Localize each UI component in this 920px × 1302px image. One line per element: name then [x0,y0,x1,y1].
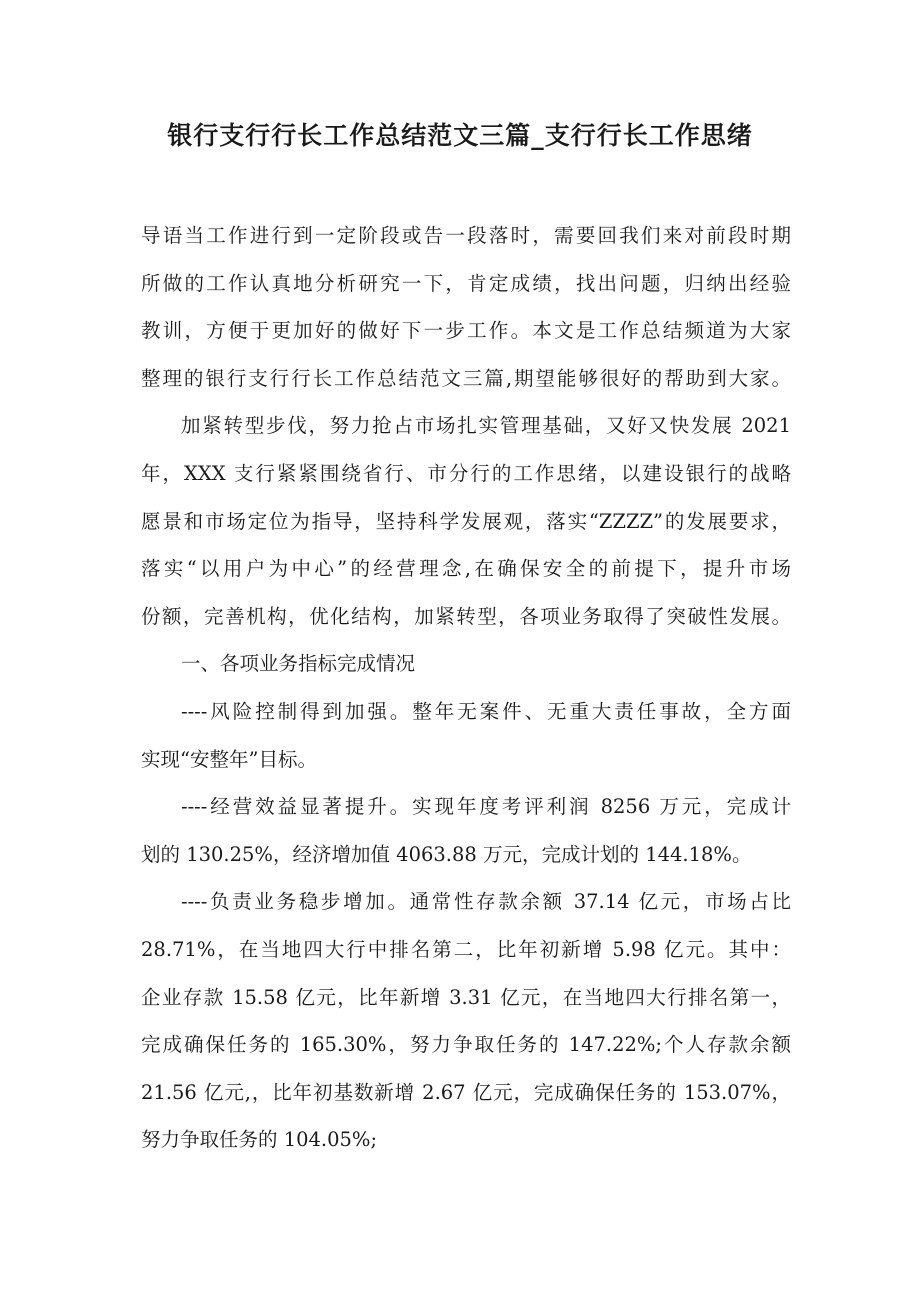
text-line: 导语当工作进行到一定阶段或告一段落时，需要回我们来对前段时期 [141,224,791,247]
text-line: 实现“安整年”目标。 [141,747,317,771]
text-line: 所做的工作认真地分析研究一下，肯定成绩，找出问题，归纳出经验 [141,271,791,295]
text-line: ----风险控制得到加强。整年无案件、无重大责任事故，全方面 [181,699,791,723]
text-line: 努力争取任务的 104.05%; [141,1128,378,1152]
text-line: ----负责业务稳步增加。通常性存款余额 37.14 亿元，市场占比 [181,890,791,914]
text-line: 28.71%，在当地四大行中排名第二，比年初新增 5.98 亿元。其中： [141,937,791,961]
text-line: ----经营效益显著提升。实现年度考评利润 8256 万元，完成计 [181,795,791,819]
text-line: 一、各项业务指标完成情况 [181,652,416,676]
text-line: 21.56 亿元,，比年初基数新增 2.67 亿元，完成确保任务的 153.07%， [141,1080,791,1104]
text-line: 份额，完善机构，优化结构，加紧转型，各项业务取得了突破性发展。 [141,604,791,628]
text-line: 落实“以用户为中心”的经营理念,在确保安全的前提下，提升市场 [141,557,791,581]
text-line: 企业存款 15.58 亿元，比年新增 3.31 亿元，在当地四大行排名第一， [141,985,791,1009]
text-line: 整理的银行支行行长工作总结范文三篇,期望能够很好的帮助到大家。 [141,366,791,390]
text-line: 完成确保任务的 165.30%，努力争取任务的 147.22%;个人存款余额 [141,1033,791,1057]
text-line: 教训，方便于更加好的做好下一步工作。本文是工作总结频道为大家 [141,319,791,343]
text-line: 年，XXX 支行紧紧围绕省行、市分行的工作思绪，以建设银行的战略 [141,461,791,485]
text-line: 愿景和市场定位为指导，坚持科学发展观，落实“ZZZZ”的发展要求， [141,509,791,533]
document-body [141,212,791,1164]
text-line: 划的 130.25%，经济增加值 4063.88 万元，完成计划的 144.18%。 [141,842,752,866]
document-title: 银行支行行长工作总结范文三篇_支行行长工作思绪 [167,121,753,150]
text-line: 加紧转型步伐，努力抢占市场扎实管理基础，又好又快发展 2021 [181,414,791,438]
